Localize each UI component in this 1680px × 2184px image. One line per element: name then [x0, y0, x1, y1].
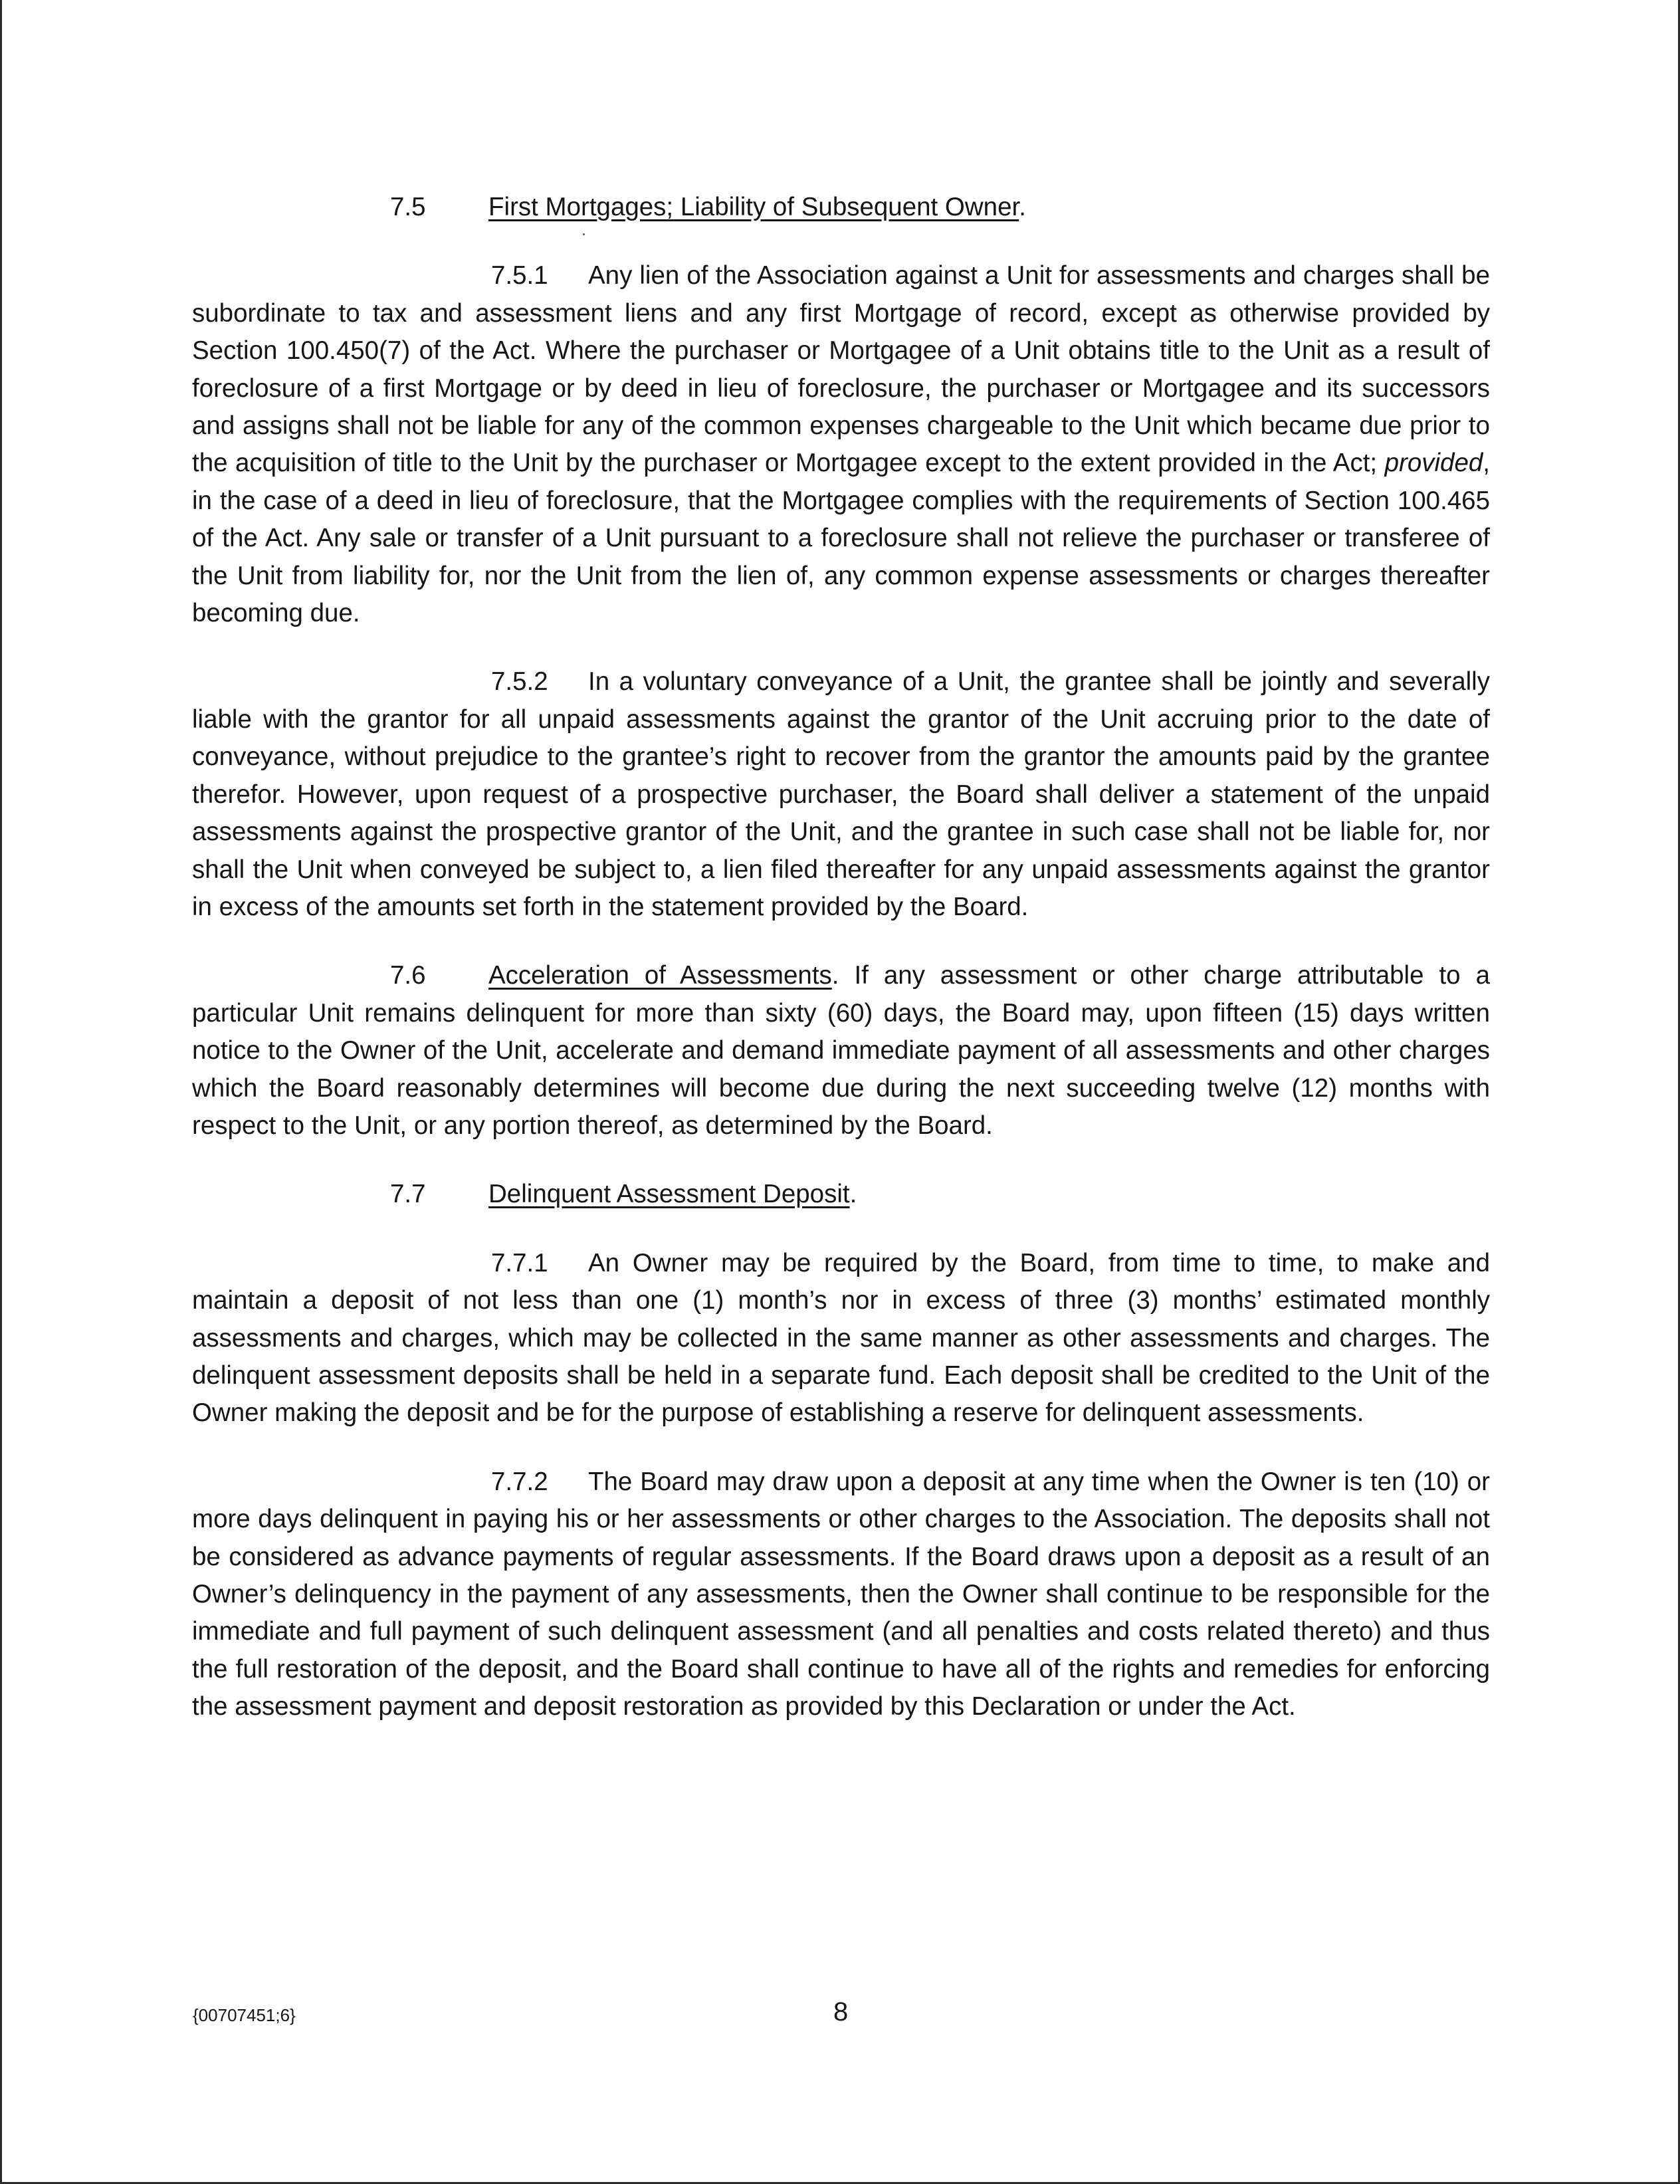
paragraph-7-7-1	[192, 1245, 1490, 1432]
section-number: 7.6	[390, 961, 426, 990]
paragraph-text: An Owner may be required by the Board, from time to time, to make and maintain a deposit of not less than one (1) month’s nor in excess of three (3) months’ estimated monthly assessments and charges, which may be collected in the same manner as other assessments and charges. The delinquent assessment deposits shall be held in a separate fund. Each deposit shall be credited to the Unit of the Owner making the deposit and be for the purpose of establishing a reserve for delinquent assessments.	[192, 1248, 1490, 1428]
section-title: Delinquent Assessment Deposit	[488, 1180, 850, 1209]
subsection-number: 7.5.1	[491, 261, 548, 290]
section-title: First Mortgages; Liability of Subsequent Owner	[488, 193, 1019, 221]
page-left-edge	[0, 0, 2, 2184]
subsection-number: 7.7.2	[491, 1467, 548, 1496]
section-heading-7-5	[192, 189, 1490, 226]
subsection-number: 7.5.2	[491, 667, 548, 697]
section-title: Acceleration of Assessments	[488, 961, 832, 990]
page-number: 8	[833, 1997, 849, 2026]
section-title-period: .	[1019, 193, 1026, 221]
paragraph-7-5-2	[192, 663, 1490, 926]
paragraph-text: . If any assessment or other charge attributable to a particular Unit remains delinquent for more than sixty (60) days, the Board may, upon fifteen (15) days written notice to the Owner of the Unit, accelerate and demand immediate payment of all assessments and other charges which the Board reasonably determines will become due during the next succeeding twelve (12) months with respect to the Unit, or any portion thereof, as determined by the Board.	[192, 961, 1490, 1140]
paragraph-text-part-1: Any lien of the Association against a Unit for assessments and charges shall be subordinate to tax and assessment liens and any first Mortgage of record, except as otherwise provided by Section 100.450(7) of the Act. Where the purchaser or Mortgagee of a Unit obtains title to the Unit as a result of foreclosure of a first Mortgage or by deed in lieu of foreclosure, the purchaser or Mortgagee and its successors and assigns shall not be liable for any of the common expenses chargeable to the Unit which became due prior to the acquisition of title to the Unit by the purchaser or Mortgagee except to the extent provided in the Act;	[192, 261, 1490, 478]
paragraph-7-7-2	[192, 1464, 1490, 1726]
paragraph-text-part-2: , in the case of a deed in lieu of foreclosure, that the Mortgagee complies with the requirements of Section 100.465 of the Act. Any sale or transfer of a Unit pursuant to a foreclosure shall not relieve the purchaser or transferee of the Unit from liability for, nor the Unit from the lien of, any common expense assessments or charges thereafter becoming due.	[192, 449, 1490, 628]
section-heading-7-7	[192, 1176, 1490, 1213]
paragraph-text: The Board may draw upon a deposit at any time when the Owner is ten (10) or more days delinquent in paying his or her assessments or other charges to the Association. The deposits shall not be considered as advance payments of regular assessments. If the Board draws upon a deposit as a result of an Owner’s delinquency in the payment of any assessments, then the Owner shall continue to be responsible for the immediate and full payment of such delinquent assessment (and all penalties and costs related thereto) and thus the full restoration of the deposit, and the Board shall continue to have all of the rights and remedies for enforcing the assessment payment and deposit restoration as provided by this Declaration or under the Act.	[192, 1467, 1490, 1721]
paragraph-7-5-1	[192, 257, 1490, 632]
paragraph-text: In a voluntary conveyance of a Unit, the grantee shall be jointly and severally liable with the grantor for all unpaid assessments against the grantor of the Unit accruing prior to the date of conveyance, without prejudice to the grantee’s right to recover from the grantor the amounts paid by the grantee therefor. However, upon request of a prospective purchaser, the Board shall deliver a statement of the unpaid assessments against the prospective grantor of the Unit, and the grantee in such case shall not be liable for, nor shall the Unit when conveyed be subject to, a lien filed thereafter for any unpaid assessments against the grantor in excess of the amounts set forth in the statement provided by the Board.	[192, 667, 1490, 921]
document-page	[192, 189, 1490, 1726]
paragraph-italic-term: provided	[1384, 449, 1483, 478]
section-number: 7.7	[390, 1180, 426, 1209]
section-title-period: .	[849, 1180, 857, 1209]
section-number: 7.5	[390, 193, 426, 221]
subsection-number: 7.7.1	[491, 1248, 548, 1277]
document-id: {00707451;6}	[193, 2005, 296, 2025]
paragraph-7-6	[192, 957, 1490, 1145]
